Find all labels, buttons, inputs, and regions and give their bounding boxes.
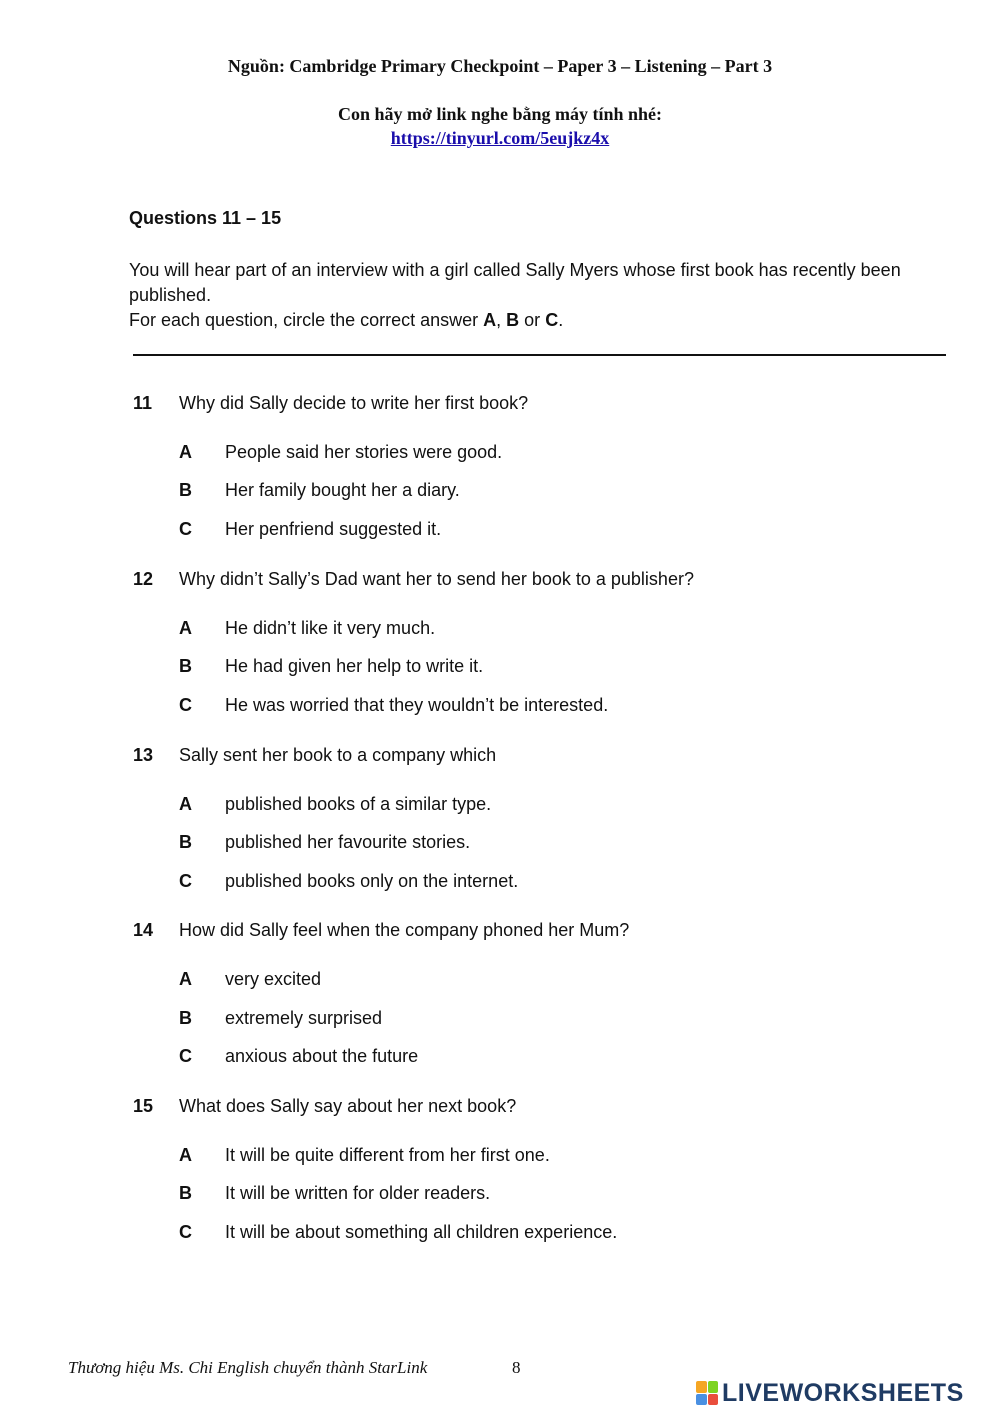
- option-text: published books of a similar type.: [225, 794, 492, 814]
- question-text: Why did Sally decide to write her first book?: [179, 393, 529, 413]
- option-text: It will be quite different from her first one.: [225, 1145, 550, 1165]
- option-letter: C: [179, 1222, 192, 1242]
- option-text: It will be about something all children experience.: [225, 1222, 618, 1242]
- option-letter: A: [179, 1145, 192, 1165]
- option-letter: B: [179, 832, 192, 852]
- question-number: 13: [133, 745, 154, 765]
- page-number: 8: [512, 1358, 521, 1377]
- footer-brand: Thương hiệu Ms. Chi English chuyển thành StarLink: [68, 1358, 428, 1377]
- option-letter: A: [179, 618, 192, 638]
- option-text: He had given her help to write it.: [225, 656, 484, 676]
- option-letter: B: [179, 656, 192, 676]
- instruction-prefix: For each question, circle the correct answer: [129, 310, 484, 330]
- listening-instruction: Con hãy mở link nghe bằng máy tính nhé:: [337, 104, 663, 124]
- option-text: very excited: [225, 969, 322, 989]
- separator-2: or: [519, 310, 546, 330]
- audio-link[interactable]: https://tinyurl.com/5eujkz4x: [390, 128, 610, 148]
- option-text: People said her stories were good.: [225, 442, 503, 462]
- option-letter: B: [179, 480, 192, 500]
- question-text: What does Sally say about her next book?: [179, 1096, 517, 1116]
- intro-text: [129, 258, 939, 333]
- option-letter: A: [179, 442, 192, 462]
- logo-mark-icon: [696, 1381, 718, 1405]
- logo-square-1: [696, 1381, 707, 1393]
- option-letter: C: [179, 871, 192, 891]
- question-number: 12: [133, 569, 154, 589]
- option-text: Her family bought her a diary.: [225, 480, 460, 500]
- instruction-end: .: [558, 310, 564, 330]
- answer-a-label: A: [483, 310, 497, 330]
- option-letter: B: [179, 1008, 192, 1028]
- answer-c-label: C: [545, 310, 559, 330]
- option-letter: C: [179, 1046, 192, 1066]
- option-letter: A: [179, 969, 192, 989]
- liveworksheets-logo[interactable]: [696, 1378, 964, 1408]
- question-number: 11: [133, 393, 153, 413]
- option-text: He didn’t like it very much.: [225, 618, 436, 638]
- audio-link-line: [0, 128, 1000, 149]
- questions-heading: Questions 11 – 15: [129, 208, 282, 228]
- question-number: 14: [133, 920, 154, 940]
- option-text: Her penfriend suggested it.: [225, 519, 442, 539]
- logo-square-4: [708, 1394, 719, 1406]
- option-text: anxious about the future: [225, 1046, 419, 1066]
- logo-square-2: [708, 1381, 719, 1393]
- option-text: extremely surprised: [225, 1008, 383, 1028]
- option-text: He was worried that they wouldn’t be interested.: [225, 695, 609, 715]
- question-text: How did Sally feel when the company phoned her Mum?: [179, 920, 630, 940]
- option-letter: C: [179, 695, 192, 715]
- source-line: Nguồn: Cambridge Primary Checkpoint – Paper 3 – Listening – Part 3: [227, 56, 773, 76]
- question-text: Why didn’t Sally’s Dad want her to send her book to a publisher?: [179, 569, 694, 589]
- question-number: 15: [133, 1096, 154, 1116]
- option-letter: C: [179, 519, 192, 539]
- logo-square-3: [696, 1394, 707, 1406]
- intro-line: You will hear part of an interview with a girl called Sally Myers whose first book has recently been published.: [129, 260, 901, 305]
- option-text: published books only on the internet.: [225, 871, 519, 891]
- option-letter: B: [179, 1183, 192, 1203]
- separator-1: ,: [496, 310, 507, 330]
- question-text: Sally sent her book to a company which: [179, 745, 497, 765]
- option-text: It will be written for older readers.: [225, 1183, 491, 1203]
- option-letter: A: [179, 794, 192, 814]
- divider: [133, 354, 946, 356]
- answer-instruction: [129, 308, 939, 333]
- answer-b-label: B: [506, 310, 520, 330]
- option-text: published her favourite stories.: [225, 832, 471, 852]
- logo-text: LIVEWORKSHEETS: [722, 1378, 964, 1407]
